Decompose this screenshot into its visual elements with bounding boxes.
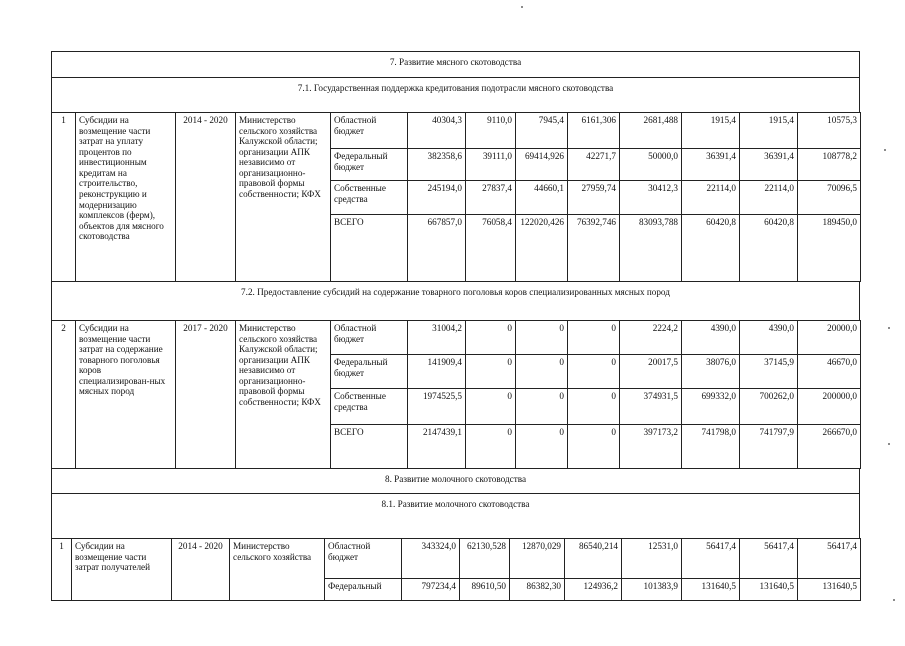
- value-cell: 38076,0: [682, 355, 740, 389]
- value-cell: 62130,528: [460, 539, 510, 579]
- value-cell: 56417,4: [740, 539, 798, 579]
- value-cell: 0: [466, 321, 516, 355]
- value-cell: 374931,5: [620, 389, 682, 425]
- section-7-2-title: [51, 281, 860, 321]
- value-cell: 69414,926: [516, 149, 568, 181]
- value-cell: 46670,0: [798, 355, 861, 389]
- value-cell: 20017,5: [620, 355, 682, 389]
- value-cell: 0: [516, 425, 568, 469]
- funding-source: Собственные средства: [331, 389, 408, 425]
- value-cell: 131640,5: [740, 579, 798, 601]
- value-cell: 0: [516, 355, 568, 389]
- executor: Министерство сельского хозяйства Калужской области; организации АПК независимо от организационно-правовой формы собственности; КФХ: [236, 321, 331, 469]
- value-cell: 42271,7: [568, 149, 620, 181]
- value-cell: 1915,4: [682, 113, 740, 149]
- executor: Министерство сельского хозяйства: [230, 539, 325, 601]
- value-cell: 700262,0: [740, 389, 798, 425]
- row-index: 2: [52, 321, 76, 469]
- funding-source: Федеральный: [325, 579, 402, 601]
- section-8-1-title-text: 8.1. Развитие молочного скотоводства: [381, 499, 530, 509]
- row-index: 1: [52, 539, 72, 601]
- value-cell: 70096,5: [798, 181, 861, 215]
- funding-source: Федеральный бюджет: [331, 355, 408, 389]
- section-7-2-title-text: 7.2. Предоставление субсидий на содержание товарного поголовья коров специализированных мясных пород: [241, 287, 670, 297]
- value-cell: 4390,0: [740, 321, 798, 355]
- period: 2017 - 2020: [176, 321, 236, 469]
- funding-source: Федеральный бюджет: [331, 149, 408, 181]
- document-page: [51, 51, 860, 646]
- value-cell: 12531,0: [622, 539, 682, 579]
- period: 2014 - 2020: [176, 113, 236, 282]
- table-row: [52, 539, 861, 579]
- value-cell: 397173,2: [620, 425, 682, 469]
- value-cell: 27959,74: [568, 181, 620, 215]
- value-cell: 4390,0: [682, 321, 740, 355]
- section-7-1-title: [51, 77, 860, 113]
- value-cell: 0: [568, 425, 620, 469]
- value-cell: 797234,4: [402, 579, 460, 601]
- value-cell: 245194,0: [408, 181, 466, 215]
- value-cell: 36391,4: [682, 149, 740, 181]
- section-8-title-text: 8. Развитие молочного скотоводства: [384, 474, 527, 484]
- scan-speck: [888, 443, 890, 445]
- value-cell: 141909,4: [408, 355, 466, 389]
- value-cell: 76392,746: [568, 215, 620, 282]
- section-8-1-title: [51, 493, 860, 539]
- funding-source: Областной бюджет: [325, 539, 402, 579]
- value-cell: 50000,0: [620, 149, 682, 181]
- table-row: [52, 321, 861, 355]
- funding-source: Собственные средства: [331, 181, 408, 215]
- value-cell: 12870,029: [510, 539, 565, 579]
- measure-name: Субсидии на возмещение части затрат получателей: [72, 539, 172, 601]
- value-cell: 89610,50: [460, 579, 510, 601]
- scan-speck: [521, 6, 523, 8]
- measure-name: Субсидии на возмещение части затрат на содержание товарного поголовья коров специализирован-ных мясных пород: [76, 321, 176, 469]
- scan-speck: [884, 149, 886, 151]
- value-cell: 108778,2: [798, 149, 861, 181]
- value-cell: 0: [568, 355, 620, 389]
- value-cell: 131640,5: [798, 579, 861, 601]
- value-cell: 22114,0: [740, 181, 798, 215]
- value-cell: 39111,0: [466, 149, 516, 181]
- value-cell: 741797,9: [740, 425, 798, 469]
- funding-source-total: ВСЕГО: [331, 215, 408, 282]
- value-cell: 7945,4: [516, 113, 568, 149]
- value-cell: 56417,4: [798, 539, 861, 579]
- value-cell: 0: [516, 389, 568, 425]
- value-cell: 9110,0: [466, 113, 516, 149]
- value-cell: 1915,4: [740, 113, 798, 149]
- value-cell: 0: [466, 425, 516, 469]
- value-cell: 22114,0: [682, 181, 740, 215]
- value-cell: 343324,0: [402, 539, 460, 579]
- section-7-1-title-text: 7.1. Государственная поддержка кредитования подотрасли мясного скотоводства: [297, 83, 614, 93]
- value-cell: 20000,0: [798, 321, 861, 355]
- scan-speck: [888, 327, 890, 329]
- row-index: 1: [52, 113, 76, 282]
- value-cell: 6161,306: [568, 113, 620, 149]
- value-cell: 131640,5: [682, 579, 740, 601]
- value-cell: 30412,3: [620, 181, 682, 215]
- value-cell: 56417,4: [682, 539, 740, 579]
- value-cell: 101383,9: [622, 579, 682, 601]
- scan-speck: [893, 599, 895, 601]
- section-7-title: [51, 51, 860, 78]
- funding-source: Областной бюджет: [331, 113, 408, 149]
- value-cell: 189450,0: [798, 215, 861, 282]
- value-cell: 40304,3: [408, 113, 466, 149]
- value-cell: 83093,788: [620, 215, 682, 282]
- value-cell: 44660,1: [516, 181, 568, 215]
- value-cell: 0: [516, 321, 568, 355]
- value-cell: 37145,9: [740, 355, 798, 389]
- table-block-7-2: [51, 320, 861, 469]
- value-cell: 60420,8: [682, 215, 740, 282]
- value-cell: 10575,3: [798, 113, 861, 149]
- value-cell: 741798,0: [682, 425, 740, 469]
- value-cell: 86382,30: [510, 579, 565, 601]
- table-block-8-1: [51, 538, 861, 601]
- value-cell: 2147439,1: [408, 425, 466, 469]
- funding-source: Областной бюджет: [331, 321, 408, 355]
- measure-name: Субсидии на возмещение части затрат на уплату процентов по инвестиционным кредитам на строительство, реконструкцию и модернизацию комплексов (ферм), объектов для мясного скотоводства: [76, 113, 176, 282]
- value-cell: 31004,2: [408, 321, 466, 355]
- value-cell: 200000,0: [798, 389, 861, 425]
- table-block-7-1: [51, 112, 861, 282]
- value-cell: 124936,2: [565, 579, 622, 601]
- value-cell: 0: [568, 389, 620, 425]
- value-cell: 60420,8: [740, 215, 798, 282]
- value-cell: 699332,0: [682, 389, 740, 425]
- value-cell: 2681,488: [620, 113, 682, 149]
- value-cell: 76058,4: [466, 215, 516, 282]
- executor: Министерство сельского хозяйства Калужской области; организации АПК независимо от организационно-правовой формы собственности; КФХ: [236, 113, 331, 282]
- value-cell: 0: [568, 321, 620, 355]
- table-row: [52, 113, 861, 149]
- value-cell: 1974525,5: [408, 389, 466, 425]
- value-cell: 0: [466, 355, 516, 389]
- value-cell: 382358,6: [408, 149, 466, 181]
- value-cell: 122020,426: [516, 215, 568, 282]
- value-cell: 667857,0: [408, 215, 466, 282]
- period: 2014 - 2020: [172, 539, 230, 601]
- value-cell: 2224,2: [620, 321, 682, 355]
- value-cell: 27837,4: [466, 181, 516, 215]
- section-7-title-text: 7. Развитие мясного скотоводства: [389, 57, 522, 67]
- value-cell: 266670,0: [798, 425, 861, 469]
- value-cell: 0: [466, 389, 516, 425]
- funding-source-total: ВСЕГО: [331, 425, 408, 469]
- section-8-title: [51, 468, 860, 494]
- value-cell: 36391,4: [740, 149, 798, 181]
- value-cell: 86540,214: [565, 539, 622, 579]
